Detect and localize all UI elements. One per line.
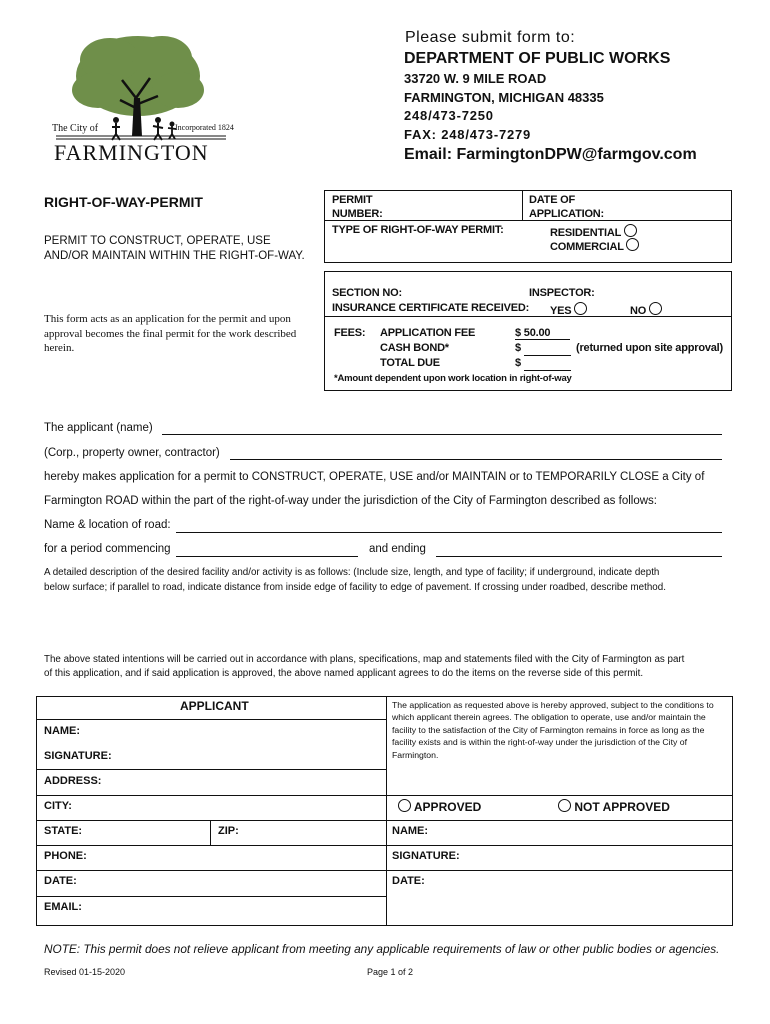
hereby-line1: hereby makes application for a permit to CONSTRUCT, OPERATE, USE and/or MAINTAIN or to TEMPORARILY CLOSE a City of bbox=[44, 471, 705, 483]
residential-label: RESIDENTIAL bbox=[550, 227, 621, 239]
applicant-city-row[interactable]: CITY: bbox=[44, 800, 72, 812]
applicant-date-row[interactable]: DATE: bbox=[44, 875, 77, 887]
cash-bond-label: CASH BOND* bbox=[380, 342, 449, 354]
approver-name-row[interactable]: NAME: bbox=[392, 825, 429, 837]
period-start-field[interactable] bbox=[176, 556, 358, 557]
form-description: This form acts as an application for the permit and upon approval becomes the final permit for the work described herein. bbox=[44, 313, 297, 354]
no-label: NO bbox=[630, 305, 647, 317]
applicant-name-label: The applicant (name) bbox=[44, 422, 153, 434]
footer-note: NOTE: This permit does not relieve applicant from meeting any applicable requirements of law or other public bodies or agencies. bbox=[44, 942, 720, 956]
email-link[interactable]: Email: FarmingtonDPW@farmgov.com bbox=[404, 146, 697, 163]
applicant-name-field[interactable] bbox=[162, 434, 722, 435]
applicant-zip-row[interactable]: ZIP: bbox=[218, 825, 239, 837]
residential-radio[interactable] bbox=[624, 224, 637, 237]
residential-option[interactable] bbox=[550, 224, 637, 239]
page-number: Page 1 of 2 bbox=[367, 967, 414, 977]
application-fee-label: APPLICATION FEE bbox=[380, 327, 476, 339]
intentions-line2: of this application, and if said application is approved, the above named applicant agrees to do the items on the reverse side of this permit. bbox=[44, 668, 644, 679]
address-line2: FARMINGTON, MICHIGAN 48335 bbox=[404, 90, 604, 105]
fax: FAX: 248/473-7279 bbox=[404, 127, 532, 142]
please-submit: Please submit form to: bbox=[405, 29, 576, 46]
department-name: DEPARTMENT OF PUBLIC WORKS bbox=[404, 50, 671, 67]
section-no-label: SECTION NO: bbox=[332, 287, 402, 299]
approver-signature-row[interactable]: SIGNATURE: bbox=[392, 850, 460, 862]
period-commencing-label: for a period commencing bbox=[44, 543, 171, 555]
total-due-label: TOTAL DUE bbox=[380, 357, 440, 369]
commercial-label: COMMERCIAL bbox=[550, 241, 624, 253]
period-end-field[interactable] bbox=[436, 556, 722, 557]
approved-radio[interactable] bbox=[398, 799, 411, 812]
not-approved-radio[interactable] bbox=[558, 799, 571, 812]
detailed-line1: A detailed description of the desired facility and/or activity is as follows: (Include size, length, and type of facility; if underground, indicate depth bbox=[44, 567, 660, 578]
logo-city-name: FARMINGTON bbox=[54, 140, 209, 165]
address-line1: 33720 W. 9 MILE ROAD bbox=[404, 71, 547, 86]
insurance-label: INSURANCE CERTIFICATE RECEIVED: bbox=[332, 302, 530, 314]
cash-bond-value: $ bbox=[515, 342, 521, 354]
permit-type-label: TYPE OF RIGHT-OF-WAY PERMIT: bbox=[332, 224, 504, 236]
page-title: RIGHT-OF-WAY-PERMIT bbox=[44, 194, 203, 210]
and-ending-label: and ending bbox=[369, 543, 426, 555]
approver-date-row[interactable]: DATE: bbox=[392, 875, 425, 887]
detailed-line2: below surface; if parallel to road, indicate distance from inside edge of facility to edge of pavement. If crossing under roadbed, describe method. bbox=[44, 582, 666, 593]
permit-number-label: PERMIT NUMBER: bbox=[332, 194, 383, 220]
applicant-signature-row[interactable]: SIGNATURE: bbox=[44, 750, 112, 762]
commercial-radio[interactable] bbox=[626, 238, 639, 251]
detailed-description-field[interactable] bbox=[44, 598, 724, 646]
name-location-field[interactable] bbox=[176, 532, 722, 533]
inspector-label: INSPECTOR: bbox=[529, 287, 595, 299]
fees-label: FEES: bbox=[334, 327, 366, 339]
yes-radio[interactable] bbox=[574, 302, 587, 315]
applicant-header: APPLICANT bbox=[180, 699, 249, 713]
fees-footnote: *Amount dependent upon work location in right-of-way bbox=[334, 373, 572, 384]
application-fee-value: $ 50.00 bbox=[515, 327, 570, 340]
insurance-no-option[interactable] bbox=[630, 302, 662, 317]
insurance-yes-option[interactable] bbox=[550, 302, 587, 317]
yes-label: YES bbox=[550, 305, 572, 317]
phone: 248/473-7250 bbox=[404, 108, 494, 123]
not-approved-label: NOT APPROVED bbox=[574, 800, 670, 814]
applicant-address-row[interactable]: ADDRESS: bbox=[44, 775, 102, 787]
page-subtitle: PERMIT TO CONSTRUCT, OPERATE, USE AND/OR MAINTAIN WITHIN THE RIGHT-OF-WAY. bbox=[44, 235, 305, 262]
applicant-name-row[interactable]: NAME: bbox=[44, 725, 81, 737]
approval-text: The application as requested above is hereby approved, subject to the conditions to which applicant therein agrees. The obligation to operate, use and/or maintain the facility to the satisfaction of the City of Farmington remains in force as long as the facility exists and is within the right-of-way under the jurisdiction of the City of Farmington. bbox=[392, 700, 714, 760]
approved-option[interactable] bbox=[398, 799, 481, 814]
total-due-value: $ bbox=[515, 357, 521, 369]
logo-incorporated: Incorporated 1824 bbox=[175, 123, 234, 132]
no-radio[interactable] bbox=[649, 302, 662, 315]
intentions-line1: The above stated intentions will be carried out in accordance with plans, specifications, map and statements filed with the City of Farmington as part bbox=[44, 654, 685, 665]
name-location-label: Name & location of road: bbox=[44, 519, 171, 531]
approved-label: APPROVED bbox=[413, 800, 482, 814]
logo-the-city-of: The City of bbox=[52, 123, 99, 134]
applicant-state-row[interactable]: STATE: bbox=[44, 825, 83, 837]
applicant-email-row[interactable]: EMAIL: bbox=[44, 901, 82, 913]
corp-label: (Corp., property owner, contractor) bbox=[44, 447, 220, 459]
date-of-application-label: DATE OF APPLICATION: bbox=[529, 194, 605, 220]
cash-bond-note: (returned upon site approval) bbox=[576, 342, 723, 354]
revised-date: Revised 01-15-2020 bbox=[44, 967, 126, 977]
commercial-option[interactable] bbox=[550, 238, 639, 253]
applicant-phone-row[interactable]: PHONE: bbox=[44, 850, 87, 862]
hereby-line2: Farmington ROAD within the part of the right-of-way under the jurisdiction of the City of Farmington described as follows: bbox=[44, 495, 657, 507]
corp-field[interactable] bbox=[230, 459, 722, 460]
not-approved-option[interactable] bbox=[558, 799, 670, 814]
